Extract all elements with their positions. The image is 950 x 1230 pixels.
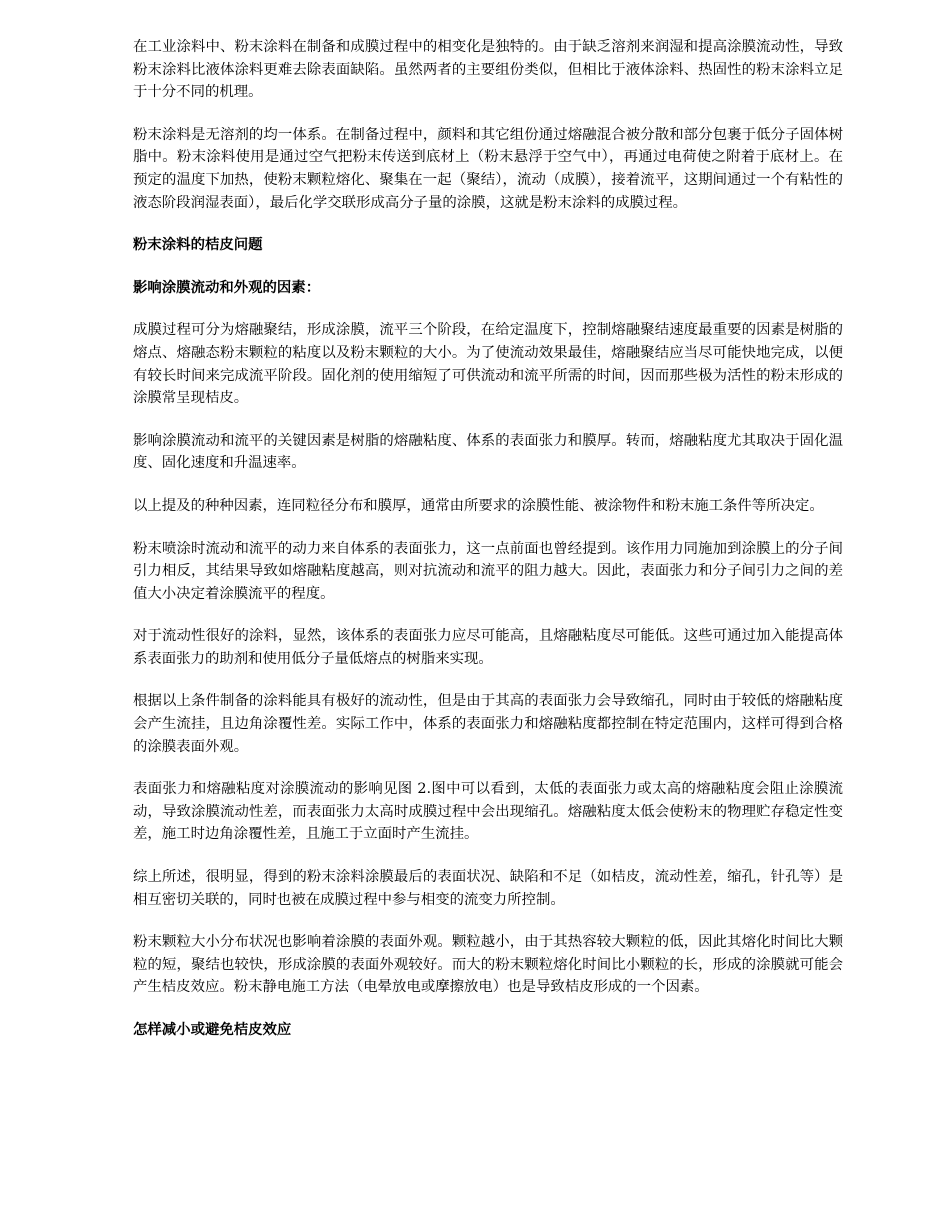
- paragraph-good-flow-coatings: 对于流动性很好的涂料，显然，该体系的表面张力应尽可能高，且熔融粘度尽可能低。这些可通过加入能提高体系表面张力的助剂和使用低分子量低熔点的树脂来实现。: [133, 628, 843, 667]
- paragraph-surface-tension-driving-force: 粉末喷涂时流动和流平的动力来自体系的表面张力，这一点前面也曾经提到。该作用力同施加到涂膜上的分子间引力相反，其结果导致如熔融粘度越高，则对抗流动和流平的阻力越大。因此，表面张力和分子间引力之间的差值大小决定着涂膜流平的程度。: [133, 540, 843, 602]
- heading-orange-peel-problem: 粉末涂料的桔皮问题: [133, 236, 263, 254]
- heading-how-to-reduce: 怎样减小或避免桔皮效应: [133, 1021, 292, 1038]
- document-page: [133, 36, 843, 1062]
- paragraph-film-forming-process: 粉末涂料是无溶剂的均一体系。在制备过程中，颜料和其它组份通过熔融混合被分散和部分包裹于低分子固体树脂中。粉末涂料使用是通过空气把粉末传送到底材上（粉末悬浮于空气中），再通过电荷使之附着于底材上。在预定的温度下加热，使粉末颗粒熔化、聚集在一起（聚结），流动（成膜），接着流平，这期间通过一个有粘性的液态阶段润湿表面），最后化学交联形成高分子量的涂膜，这就是粉末涂料的成膜过程。: [133, 126, 843, 211]
- paragraph-three-stages: 成膜过程可分为熔融聚结，形成涂膜，流平三个阶段，在给定温度下，控制熔融聚结速度最重要的因素是树脂的熔点、熔融态粉末颗粒的粘度以及粉末颗粒的大小。为了使流动效果最佳，熔融聚结应当尽可能快地完成，以便有较长时间来完成流平阶段。固化剂的使用缩短了可供流动和流平所需的时间，因而那些极为活性的粉末形成的涂膜常呈现桔皮。: [133, 322, 843, 407]
- paragraph-figure-2-effects: 表面张力和熔融粘度对涂膜流动的影响见图 2.图中可以看到，太低的表面张力或太高的熔融粘度会阻止涂膜流动，导致涂膜流动性差，而表面张力太高时成膜过程中会出现缩孔。熔融粘度太低会使粉末的物理贮存稳定性变差，施工时边角涂覆性差，且施工于立面时产生流挂。: [133, 781, 843, 843]
- paragraph-key-factors: 影响涂膜流动和流平的关键因素是树脂的熔融粘度、体系的表面张力和膜厚。转而，熔融粘度尤其取决于固化温度、固化速度和升温速率。: [133, 432, 843, 472]
- heading-influencing-factors: 影响涂膜流动和外观的因素：: [133, 278, 321, 296]
- paragraph-controlled-range: 根据以上条件制备的涂料能具有极好的流动性，但是由于其高的表面张力会导致缩孔，同时由于较低的熔融粘度会产生流挂，且边角涂覆性差。实际工作中，体系的表面张力和熔融粘度都控制在特定范围内，这样可得到合格的涂膜表面外观。: [133, 693, 843, 755]
- paragraph-summary: 综上所述，很明显，得到的粉末涂料涂膜最后的表面状况、缺陷和不足（如桔皮，流动性差，缩孔，针孔等）是相互密切关联的，同时也被在成膜过程中参与相变的流变力所控制。: [133, 869, 843, 908]
- paragraph-determined-by: 以上提及的种种因素，连同粒径分布和膜厚，通常由所要求的涂膜性能、被涂物件和粉末施工条件等所决定。: [133, 497, 824, 514]
- paragraph-intro: 在工业涂料中、粉末涂料在制备和成膜过程中的相变化是独特的。由于缺乏溶剂来润湿和提高涂膜流动性，导致粉末涂料比液体涂料更难去除表面缺陷。虽然两者的主要组份类似，但相比于液体涂料、热固性的粉末涂料立足于十分不同的机理。: [133, 39, 843, 101]
- paragraph-particle-size: 粉末颗粒大小分布状况也影响着涂膜的表面外观。颗粒越小，由于其热容较大颗粒的低，因此其熔化时间比大颗粒的短，聚结也较快，形成涂膜的表面外观较好。而大的粉末颗粒熔化时间比小颗粒的长，形成的涂膜就可能会产生桔皮效应。粉末静电施工方法（电晕放电或摩擦放电）也是导致桔皮形成的一个因素。: [133, 934, 843, 996]
